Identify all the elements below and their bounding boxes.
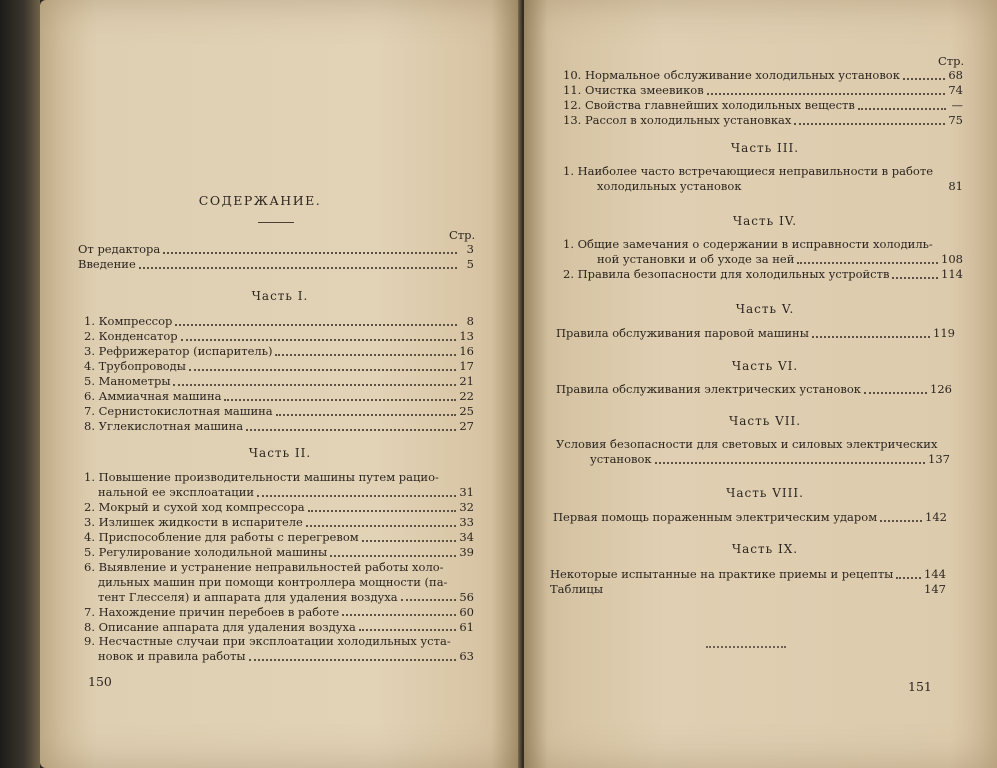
toc-entry-page: 13 — [459, 329, 474, 344]
leader-dots — [359, 619, 457, 631]
toc-entry — [84, 374, 474, 389]
toc-entry-label: Введение — [78, 257, 136, 272]
toc-entry-page: 137 — [928, 452, 950, 466]
toc-entry-label: Таблицы — [550, 582, 603, 597]
toc-entry-page: 142 — [925, 510, 947, 525]
part8-list — [553, 510, 947, 525]
toc-entry-label: 2. Мокрый и сухой ход компрессора — [84, 500, 305, 514]
toc-entry-line — [563, 237, 963, 252]
toc-entry — [556, 326, 955, 341]
leader-dots — [330, 545, 456, 557]
toc-entry-page: 60 — [459, 604, 474, 619]
book-edge — [0, 0, 40, 768]
toc-entry — [550, 582, 946, 597]
toc-entry-label: 7. Сернистокислотная машина — [84, 404, 273, 419]
toc-entry-page: 3 — [466, 242, 474, 257]
toc-entry-label: 13. Рассол в холодильных установках — [563, 113, 792, 128]
toc-entry-label: 3. Рефрижератор (испаритель) — [84, 344, 273, 359]
toc-entry-page: 114 — [941, 267, 963, 281]
part7-list — [556, 437, 950, 467]
part2-list — [84, 470, 474, 664]
toc-entry-label: ной установки и об уходе за ней — [597, 252, 795, 266]
toc-entry-page: 108 — [941, 252, 963, 266]
toc-entry — [84, 515, 474, 530]
toc-entry-label: 5. Манометры — [84, 374, 171, 389]
toc-entry-label: 6. Аммиачная машина — [84, 389, 222, 404]
leader-dots — [175, 314, 457, 326]
toc-entry-page: 119 — [933, 326, 955, 341]
toc-entry-label: 4. Трубопроводы — [84, 359, 186, 374]
toc-entry-label: 11. Очистка змеевиков — [563, 83, 704, 98]
part-heading: Часть VI. — [731, 359, 799, 373]
leader-dots — [163, 242, 457, 254]
leader-dots — [707, 83, 946, 95]
toc-entry-page: 17 — [459, 359, 474, 374]
part-heading: Часть VII. — [728, 414, 802, 428]
toc-entry-page: 61 — [459, 619, 474, 634]
part-heading: Часть VIII. — [726, 486, 804, 500]
toc-entry — [84, 604, 474, 619]
toc-entry — [556, 382, 952, 397]
leader-dots — [794, 113, 945, 125]
leader-dots — [306, 515, 457, 527]
leader-dots — [903, 68, 945, 80]
toc-entry-page: 22 — [459, 389, 474, 404]
toc-entry-page: 25 — [459, 404, 474, 419]
toc-entry — [84, 545, 474, 560]
part-heading: Часть V. — [735, 302, 795, 316]
part1-list — [84, 314, 474, 434]
toc-entry-page: 63 — [459, 649, 474, 664]
toc-entry — [84, 359, 474, 374]
part5-list — [556, 326, 955, 341]
toc-entry — [84, 404, 474, 419]
toc-entry-page: 27 — [459, 419, 474, 434]
toc-entry-page: 5 — [466, 257, 474, 272]
leader-dots — [880, 510, 922, 522]
left-page-number: 150 — [88, 674, 112, 689]
toc-entry — [84, 589, 474, 604]
part-heading: Часть III. — [730, 141, 800, 155]
part6-list — [556, 382, 952, 397]
part9-list — [550, 567, 946, 597]
toc-entry-page: 147 — [924, 582, 946, 597]
toc-entry-page: 75 — [948, 113, 963, 128]
toc-entry-label: 5. Регулирование холодильной машины — [84, 545, 328, 559]
leader-dots — [224, 389, 456, 401]
toc-entry-label: 9. Несчастные случаи при эксплоатации холодильных уста- — [84, 634, 451, 649]
leader-space — [606, 582, 921, 594]
toc-entry — [84, 649, 474, 664]
leader-dots — [864, 382, 927, 394]
toc-entry — [563, 252, 963, 267]
toc-entry-line — [84, 634, 474, 649]
toc-entry — [84, 485, 474, 500]
toc-entry-page: 81 — [948, 179, 963, 193]
leader-dots — [308, 500, 457, 512]
toc-entry-label: 1. Компрессор — [84, 314, 173, 329]
leader-dots — [189, 359, 457, 371]
toc-entry — [78, 242, 474, 257]
toc-entry-line — [563, 164, 963, 179]
part-heading: Часть I. — [251, 289, 309, 303]
leader-dots — [276, 404, 457, 416]
toc-entry-line — [84, 470, 474, 485]
toc-entry — [563, 179, 963, 194]
toc-entry-label: 10. Нормальное обслуживание холодильных установок — [563, 68, 900, 83]
toc-entry-label: Некоторые испытанные на практике приемы и рецепты — [550, 567, 894, 582]
leader-dots — [249, 649, 457, 661]
toc-entry-page: — — [951, 98, 963, 113]
toc-entry-label: 1. Повышение производительности машины путем рацио- — [84, 470, 439, 484]
leader-dots — [362, 530, 457, 542]
leader-dots — [181, 329, 457, 341]
leader-dots — [139, 257, 457, 269]
toc-entry-label: Правила обслуживания электрических установок — [556, 382, 861, 397]
toc-entry — [563, 113, 963, 128]
toc-entry — [84, 314, 474, 329]
toc-entry-label: 6. Выявление и устранение неправильностей работы холо- — [84, 559, 444, 574]
toc-entry-page: 126 — [930, 382, 952, 397]
toc-entry-label: 12. Свойства главнейших холодильных веществ — [563, 98, 855, 113]
leader-dots — [797, 252, 938, 264]
toc-entry-label: 8. Углекислотная машина — [84, 419, 244, 434]
toc-entry-page: 68 — [948, 68, 963, 83]
toc-entry — [553, 510, 947, 525]
toc-entry-page: 34 — [459, 530, 474, 544]
leader-dots — [246, 419, 456, 431]
title-rule — [258, 222, 294, 223]
toc-entry-label: 7. Нахождение причин перебоев в работе — [84, 604, 340, 619]
part3-list — [563, 164, 963, 194]
toc-entry — [550, 567, 946, 582]
toc-entry-label: 8. Описание аппарата для удаления воздуха — [84, 619, 356, 634]
page-column-header: Стр. — [938, 54, 965, 68]
decorative-rule — [706, 646, 786, 648]
toc-entry — [78, 257, 474, 272]
toc-entry — [84, 500, 474, 515]
toc-entry-label: Первая помощь пораженным электрическим ударом — [553, 510, 878, 525]
toc-entry-page: 39 — [459, 545, 474, 559]
leader-dots — [275, 344, 456, 356]
toc-entry — [556, 452, 950, 467]
toc-entry-line — [84, 560, 474, 575]
toc-entry-label: 4. Приспособление для работы с перегревом — [84, 530, 359, 544]
toc-entry-label: холодильных установок — [597, 179, 742, 193]
leader-dots — [257, 485, 456, 497]
toc-entry-label: 1. Наиболее часто встречающиеся неправильности в работе — [563, 164, 933, 178]
toc-entry-label: тент Глесселя) и аппарата для удаления воздуха — [98, 589, 398, 604]
part-heading: Часть IX. — [731, 542, 799, 556]
leader-dots — [401, 589, 457, 601]
toc-entry-label: нальной ее эксплоатации — [98, 485, 255, 499]
leader-dots — [342, 604, 456, 616]
toc-entry — [84, 530, 474, 545]
right-page-number: 151 — [908, 679, 932, 694]
page-column-header: Стр. — [449, 228, 476, 242]
toc-entry-page: 31 — [459, 485, 474, 499]
toc-entry — [84, 329, 474, 344]
part-heading: Часть IV. — [732, 214, 798, 228]
toc-entry — [563, 68, 963, 83]
toc-entry-page: 32 — [459, 500, 474, 514]
toc-entry-page: 56 — [459, 589, 474, 604]
toc-entry-label: дильных машин при помощи контроллера мощности (па- — [98, 574, 448, 589]
part-heading: Часть II. — [248, 446, 312, 460]
toc-entry-page: 16 — [459, 344, 474, 359]
leader-dots — [892, 267, 938, 279]
toc-entry — [563, 267, 963, 282]
toc-entry-label: 1. Общие замечания о содержании в исправности холодиль- — [563, 237, 933, 251]
leader-dots — [896, 567, 921, 579]
toc-entry-label: 3. Излишек жидкости в испарителе — [84, 515, 303, 529]
toc-entry-line — [556, 437, 950, 452]
front-matter-list — [78, 242, 474, 272]
toc-entry — [563, 98, 963, 113]
part4-list — [563, 237, 963, 282]
toc-entry-page: 21 — [459, 374, 474, 389]
leader-dots — [812, 326, 930, 338]
toc-entry-label: Условия безопасности для световых и силовых электрических — [556, 437, 938, 451]
toc-entry-label: новок и правила работы — [98, 649, 246, 664]
toc-entry-label: Правила обслуживания паровой машины — [556, 326, 809, 341]
toc-entry-page: 8 — [466, 314, 474, 329]
toc-entry-line — [84, 575, 474, 590]
contents-title: СОДЕРЖАНИЕ. — [198, 193, 322, 208]
leader-dots — [655, 452, 925, 464]
toc-entry-label: От редактора — [78, 242, 161, 257]
leader-space — [745, 179, 946, 191]
toc-entry — [84, 389, 474, 404]
leader-dots — [858, 98, 946, 110]
leader-dots — [173, 374, 456, 386]
top-items-list — [563, 68, 963, 128]
toc-entry-page: 144 — [924, 567, 946, 582]
toc-entry — [563, 83, 963, 98]
toc-entry — [84, 619, 474, 634]
toc-entry — [84, 419, 474, 434]
toc-entry-page: 74 — [948, 83, 963, 98]
toc-entry-label: 2. Конденсатор — [84, 329, 178, 344]
toc-entry-page: 33 — [459, 515, 474, 529]
toc-entry — [84, 344, 474, 359]
toc-entry-label: 2. Правила безопасности для холодильных устройств — [563, 267, 890, 281]
toc-entry-label: установок — [590, 452, 652, 466]
